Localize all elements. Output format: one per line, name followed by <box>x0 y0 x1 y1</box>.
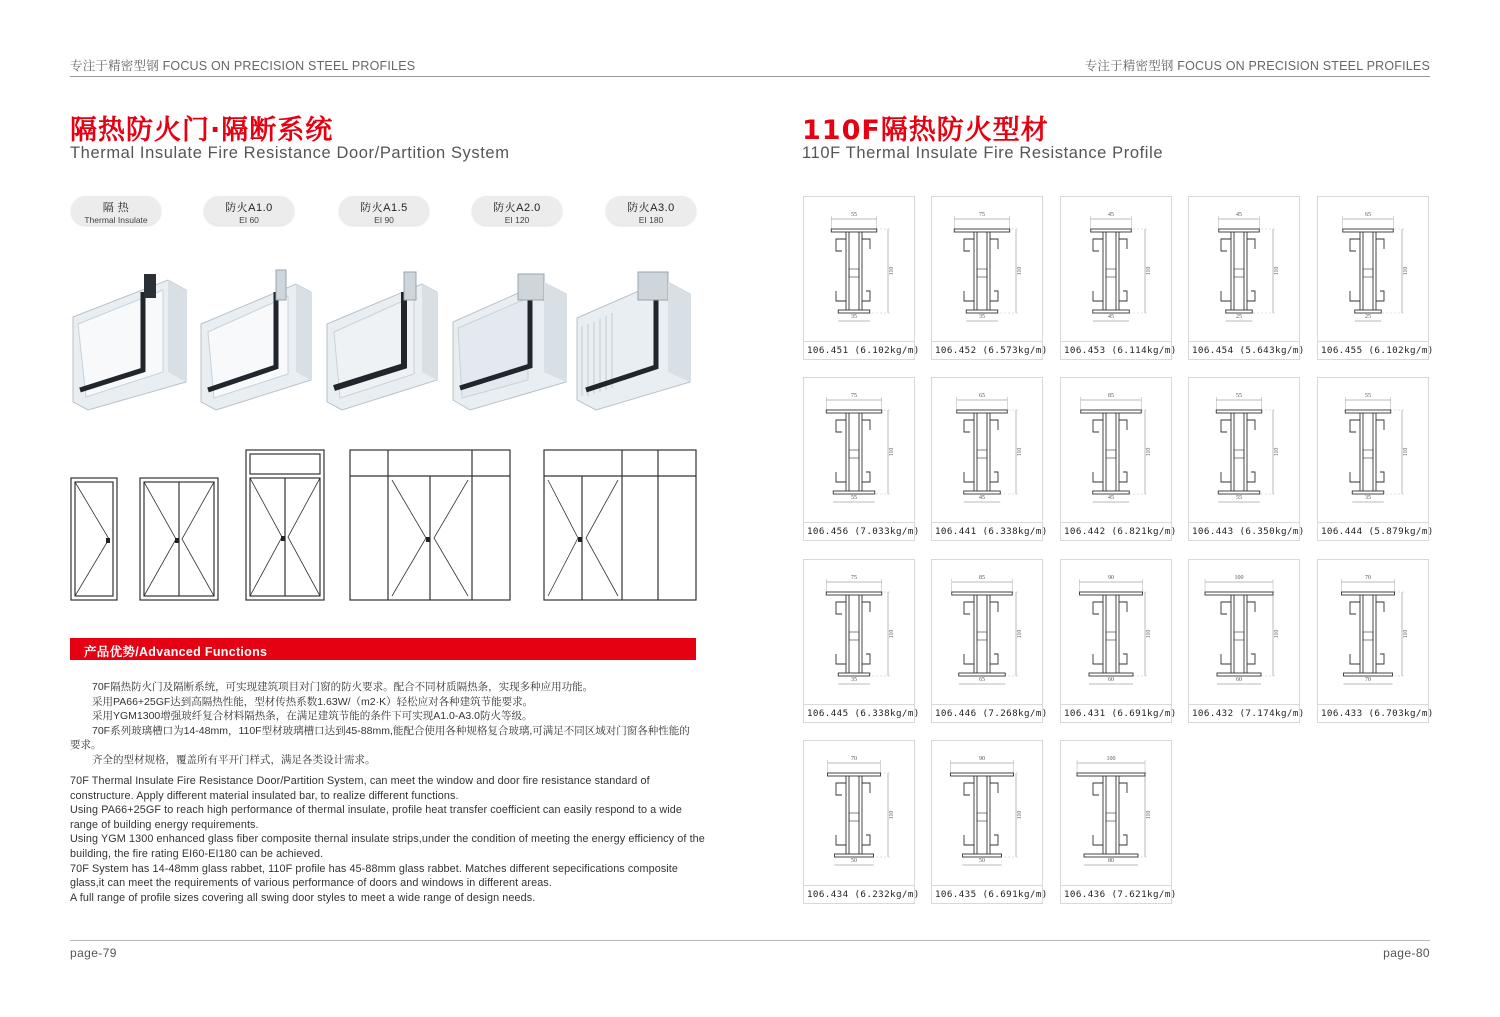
dimension-bottom-label: 35 <box>851 677 857 683</box>
profile-section-drawing <box>804 741 914 885</box>
dimension-top-label: 55 <box>1236 393 1242 399</box>
en-paragraph: 70F Thermal Insulate Fire Resistance Door/Partition System, can meet the window and door fire resistance standard of constructure. Apply different material insulated bar, to realize different functions. <box>70 775 650 802</box>
dimension-height-label: 110 <box>1017 266 1023 276</box>
rating-cn: 防火A2.0 <box>493 202 541 214</box>
dimension-height-label: 110 <box>889 629 895 639</box>
profile-section-drawing <box>1318 560 1428 704</box>
dimension-top-label: 65 <box>1365 212 1371 218</box>
dimension-height-label: 110 <box>1403 629 1409 639</box>
dimension-top-label: 45 <box>1236 212 1242 218</box>
profile-caption: 106.454 (5.643kg/m) <box>1189 341 1299 360</box>
profile-section-drawing <box>932 560 1042 704</box>
dimension-height-label: 110 <box>1017 629 1023 639</box>
profile-section-drawing <box>1061 560 1171 704</box>
profile-card <box>1188 377 1305 541</box>
dimension-top-label: 70 <box>851 756 857 762</box>
dimension-bottom-label: 35 <box>851 314 857 320</box>
left-title-cn: 隔热防火门·隔断系统 <box>70 115 334 146</box>
profile-photo-a30 <box>572 262 697 412</box>
dimension-top-label: 90 <box>979 756 985 762</box>
dimension-height-label: 110 <box>1017 810 1023 820</box>
dimension-height-label: 110 <box>1274 629 1280 639</box>
profile-caption: 106.442 (6.821kg/m) <box>1061 522 1171 541</box>
dimension-height-label: 110 <box>889 810 895 820</box>
dimension-top-label: 85 <box>1108 393 1114 399</box>
profile-section-drawing <box>1061 741 1171 885</box>
profile-section-drawing <box>1318 197 1428 341</box>
rating-pill-a15 <box>339 196 429 225</box>
dimension-top-label: 65 <box>979 393 985 399</box>
profile-card <box>1188 196 1305 360</box>
header-rule <box>70 76 1430 77</box>
profile-card <box>1060 740 1177 904</box>
profile-caption: 106.445 (6.338kg/m) <box>804 704 914 723</box>
profile-card <box>1060 377 1177 541</box>
dimension-top-label: 45 <box>1108 212 1114 218</box>
dimension-bottom-label: 35 <box>1365 495 1371 501</box>
rating-en: EI 180 <box>638 215 664 225</box>
profile-caption: 106.444 (5.879kg/m) <box>1318 522 1428 541</box>
right-title-cn: 110F隔热防火型材 <box>802 115 1049 146</box>
en-paragraph: 70F System has 14-48mm glass rabbet, 110F profile has 45-88mm glass rabbet. Matches different sepecifications composite glass,it can meet the requirements of various performance of doors and windows in different areas. <box>70 862 679 890</box>
english-description <box>70 774 710 905</box>
profile-card <box>803 377 920 541</box>
footer-rule <box>70 940 1430 941</box>
profile-section-drawing <box>1189 197 1299 341</box>
right-title-en: 110F Thermal Insulate Fire Resistance Profile <box>802 144 1164 162</box>
en-paragraph: A full range of profile sizes covering all swing door styles to meet a wide range of design needs. <box>70 891 536 904</box>
profile-section-drawing <box>1318 378 1428 522</box>
dimension-top-label: 90 <box>1108 575 1114 581</box>
cn-paragraph: 70F隔热防火门及隔断系统，可实现建筑项目对门窗的防火要求。配合不同材质隔热条，实现多种应用功能。 <box>92 681 594 693</box>
dimension-height-label: 110 <box>1146 447 1152 457</box>
profile-photo-a15 <box>322 262 447 412</box>
rating-pill-a30 <box>606 196 696 225</box>
profile-section-drawing <box>932 378 1042 522</box>
dimension-bottom-label: 45 <box>979 495 985 501</box>
dimension-bottom-label: 50 <box>979 858 985 864</box>
profile-caption: 106.456 (7.033kg/m) <box>804 522 914 541</box>
profile-photo-thermal <box>68 262 193 412</box>
door-elevation-drawings <box>68 446 698 602</box>
left-title-en: Thermal Insulate Fire Resistance Door/Partition System <box>70 144 510 162</box>
dimension-bottom-label: 70 <box>1365 677 1371 683</box>
dimension-height-label: 110 <box>1403 447 1409 457</box>
cn-paragraph: 采用PA66+25GF达到高隔热性能，型材传热系数1.63W/（m2·K）轻松应对各种建筑节能要求。 <box>92 695 534 708</box>
header-right: 专注于精密型钢 FOCUS ON PRECISION STEEL PROFILES <box>1084 59 1430 73</box>
profile-section-drawing <box>932 741 1042 885</box>
profile-caption: 106.453 (6.114kg/m) <box>1061 341 1171 360</box>
rating-en: EI 120 <box>504 215 530 225</box>
dimension-top-label: 100 <box>1106 756 1116 762</box>
dimension-top-label: 75 <box>851 393 857 399</box>
dimension-height-label: 110 <box>1146 629 1152 639</box>
profile-section-drawing <box>1189 560 1299 704</box>
advanced-functions-title: 产品优势/Advanced Functions <box>84 645 268 659</box>
dimension-height-label: 110 <box>1017 447 1023 457</box>
rating-cn: 防火A1.5 <box>360 202 408 214</box>
profile-caption: 106.443 (6.350kg/m) <box>1189 522 1299 541</box>
cn-paragraph: 采用YGM1300增强玻纤复合材料隔热条，在满足建筑节能的条件下可实现A1.0-A3.0防火等级。 <box>92 710 533 722</box>
advanced-functions-bar <box>70 638 696 660</box>
cn-paragraph: 70F系列玻璃槽口为14-48mm，110F型材玻璃槽口达到45-88mm,能配合使用各种规格复合玻璃,可满足不同区域对门窗各种性能的要求。 <box>70 724 690 751</box>
profile-photo-a20 <box>448 262 573 412</box>
profile-section-drawing <box>804 197 914 341</box>
dimension-height-label: 110 <box>889 447 895 457</box>
profile-card <box>803 196 920 360</box>
profile-section-drawing <box>1061 378 1171 522</box>
dimension-bottom-label: 65 <box>979 677 985 683</box>
profile-card <box>931 559 1048 723</box>
profile-card <box>803 740 920 904</box>
dimension-top-label: 75 <box>979 212 985 218</box>
dimension-bottom-label: 55 <box>851 495 857 501</box>
rating-en: EI 90 <box>374 215 394 225</box>
rating-en: Thermal Insulate <box>84 215 148 225</box>
profile-caption: 106.431 (6.691kg/m) <box>1061 704 1171 723</box>
profile-section-drawing <box>1189 378 1299 522</box>
profile-caption: 106.432 (7.174kg/m) <box>1189 704 1299 723</box>
profile-card <box>803 559 920 723</box>
rating-cn: 防火A1.0 <box>225 202 273 214</box>
rating-pill-a20 <box>472 196 562 225</box>
profile-card <box>931 196 1048 360</box>
dimension-top-label: 55 <box>851 212 857 218</box>
dimension-bottom-label: 35 <box>979 314 985 320</box>
profile-card <box>1060 196 1177 360</box>
dimension-height-label: 110 <box>1403 266 1409 276</box>
profile-section-drawing <box>804 378 914 522</box>
profile-photo-a10 <box>196 262 321 412</box>
rating-pill-a10 <box>204 196 294 225</box>
dimension-bottom-label: 80 <box>1108 858 1114 864</box>
profile-card <box>1317 559 1434 723</box>
dimension-top-label: 70 <box>1365 575 1371 581</box>
profile-card <box>1060 559 1177 723</box>
profile-card <box>931 377 1048 541</box>
rating-en: EI 60 <box>239 215 259 225</box>
dimension-height-label: 110 <box>1146 266 1152 276</box>
dimension-top-label: 85 <box>979 575 985 581</box>
profile-section-drawing <box>932 197 1042 341</box>
profile-card <box>931 740 1048 904</box>
dimension-bottom-label: 60 <box>1236 677 1242 683</box>
profile-section-drawing <box>804 560 914 704</box>
dimension-bottom-label: 25 <box>1365 314 1371 320</box>
rating-cn: 隔 热 <box>102 202 130 214</box>
profile-caption: 106.455 (6.102kg/m) <box>1318 341 1428 360</box>
dimension-top-label: 100 <box>1234 575 1244 581</box>
page-number-right: page-80 <box>1383 946 1430 960</box>
profile-section-drawing <box>1061 197 1171 341</box>
profile-caption: 106.434 (6.232kg/m) <box>804 885 914 904</box>
dimension-bottom-label: 55 <box>1236 495 1242 501</box>
dimension-height-label: 110 <box>889 266 895 276</box>
dimension-top-label: 75 <box>851 575 857 581</box>
dimension-bottom-label: 45 <box>1108 314 1114 320</box>
dimension-bottom-label: 25 <box>1236 314 1242 320</box>
rating-pill-thermal <box>71 196 161 225</box>
profile-caption: 106.433 (6.703kg/m) <box>1318 704 1428 723</box>
chinese-description <box>70 680 696 767</box>
dimension-bottom-label: 45 <box>1108 495 1114 501</box>
profile-card <box>1188 559 1305 723</box>
rating-cn: 防火A3.0 <box>627 202 675 214</box>
profile-caption: 106.441 (6.338kg/m) <box>932 522 1042 541</box>
profile-card <box>1317 377 1434 541</box>
cn-paragraph: 齐全的型材规格，覆盖所有平开门样式，满足各类设计需求。 <box>92 753 376 766</box>
dimension-height-label: 110 <box>1146 810 1152 820</box>
en-paragraph: Using PA66+25GF to reach high performance of thermal insulate, profile heat transfer coefficient can easily respond to a wide range of building energy requirements. <box>70 804 682 831</box>
en-paragraph: Using YGM 1300 enhanced glass fiber composite thernal insulate strips,under the condition of meeting the energy efficiency of the building, the fire rating EI60-EI180 can be achieved. <box>70 833 705 860</box>
header-left: 专注于精密型钢 FOCUS ON PRECISION STEEL PROFILES <box>70 59 416 73</box>
dimension-height-label: 110 <box>1274 266 1280 276</box>
profile-caption: 106.451 (6.102kg/m) <box>804 341 914 360</box>
profile-caption: 106.436 (7.621kg/m) <box>1061 885 1171 904</box>
profile-card <box>1317 196 1434 360</box>
dimension-top-label: 55 <box>1365 393 1371 399</box>
profile-caption: 106.446 (7.268kg/m) <box>932 704 1042 723</box>
dimension-height-label: 110 <box>1274 447 1280 457</box>
profile-caption: 106.452 (6.573kg/m) <box>932 341 1042 360</box>
page-number-left: page-79 <box>70 946 117 960</box>
dimension-bottom-label: 60 <box>1108 677 1114 683</box>
dimension-bottom-label: 50 <box>851 858 857 864</box>
profile-caption: 106.435 (6.691kg/m) <box>932 885 1042 904</box>
